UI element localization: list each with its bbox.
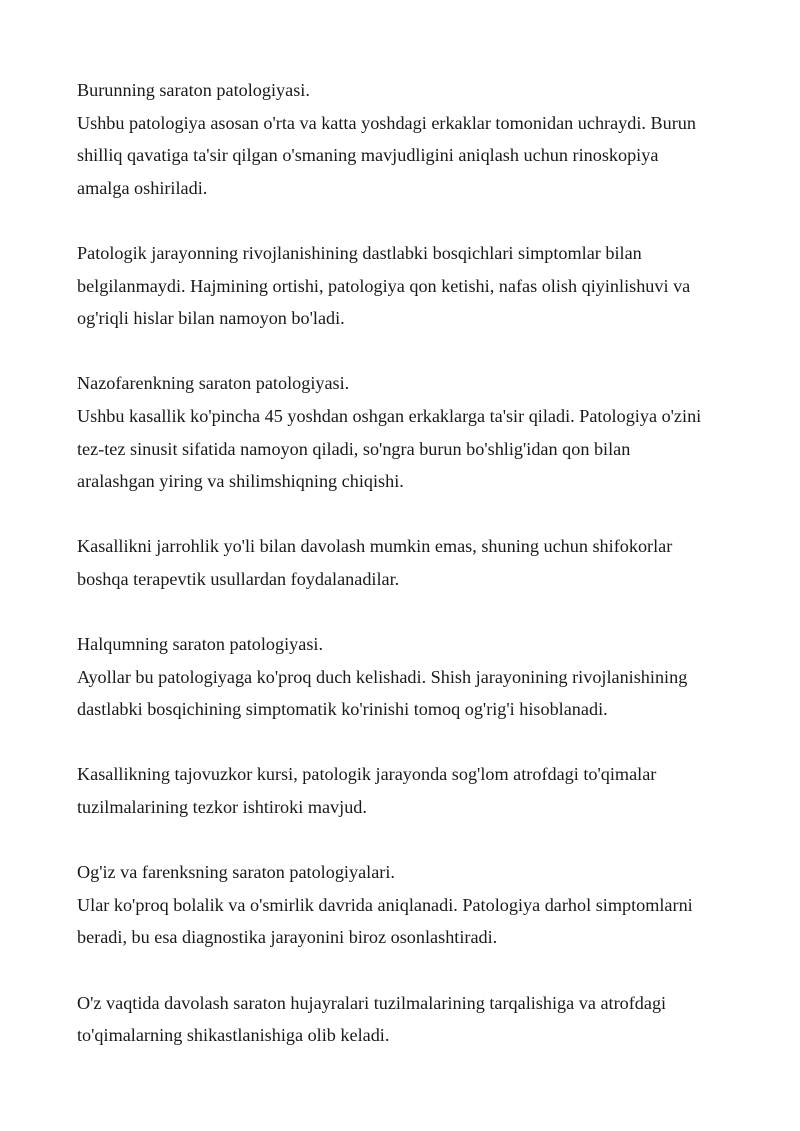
paragraph-line: Kasallikning tajovuzkor kursi, patologik jarayonda sog'lom atrofdagi to'qimalar: [77, 764, 657, 785]
paragraph-line: shilliq qavatiga ta'sir qilgan o'smaning mavjudligini aniqlash uchun rinoskopiya: [77, 145, 659, 166]
paragraph: [77, 530, 737, 595]
document-page: [77, 74, 737, 1084]
paragraph: [77, 237, 737, 335]
paragraph-line: O'z vaqtida davolash saraton hujayralari tuzilmalarining tarqalishiga va atrofdagi: [77, 992, 667, 1013]
paragraph-line: Kasallikni jarrohlik yo'li bilan davolash mumkin emas, shuning uchun shifokorlar: [77, 536, 673, 557]
paragraph-line: boshqa terapevtik usullardan foydalanadilar.: [77, 568, 400, 589]
paragraph-line: Og'iz va farenksning saraton patologiyalari.: [77, 862, 395, 883]
paragraph-line: Ular ko'proq bolalik va o'smirlik davrida aniqlanadi. Patologiya darhol simptomlarni: [77, 894, 693, 915]
paragraph-line: Burunning saraton patologiyasi.: [77, 80, 310, 100]
paragraph: [77, 74, 737, 204]
paragraph-line: Ayollar bu patologiyaga ko'proq duch kelishadi. Shish jarayonining rivojlanishining: [77, 666, 688, 687]
paragraph-line: og'riqli hislar bilan namoyon bo'ladi.: [77, 308, 345, 329]
paragraph-line: dastlabki bosqichining simptomatik ko'rinishi tomoq og'rig'i hisoblanadi.: [77, 699, 608, 720]
paragraph-line: Ushbu patologiya asosan o'rta va katta yoshdagi erkaklar tomonidan uchraydi. Burun: [77, 112, 696, 133]
paragraph-line: aralashgan yiring va shilimshiqning chiqishi.: [77, 471, 404, 492]
paragraph-line: beradi, bu esa diagnostika jarayonini biroz osonlashtiradi.: [77, 927, 498, 948]
paragraph-line: Patologik jarayonning rivojlanishining dastlabki bosqichlari simptomlar bilan: [77, 242, 642, 263]
paragraph-line: to'qimalarning shikastlanishiga olib keladi.: [77, 1025, 390, 1046]
paragraph: [77, 856, 737, 954]
paragraph-line: Ushbu kasallik ko'pincha 45 yoshdan oshgan erkaklarga ta'sir qiladi. Patologiya o'zini: [77, 405, 702, 426]
paragraph-line: belgilanmaydi. Hajmining ortishi, patologiya qon ketishi, nafas olish qiyinlishuvi va: [77, 275, 691, 296]
paragraph: [77, 987, 737, 1052]
paragraph-line: tez-tez sinusit sifatida namoyon qiladi, so'ngra burun bo'shlig'idan qon bilan: [77, 438, 631, 459]
paragraph: [77, 367, 737, 497]
paragraph: [77, 758, 737, 823]
paragraph: [77, 628, 737, 726]
paragraph-line: tuzilmalarining tezkor ishtiroki mavjud.: [77, 797, 367, 818]
paragraph-line: Halqumning saraton patologiyasi.: [77, 634, 323, 655]
paragraph-line: Nazofarenkning saraton patologiyasi.: [77, 373, 350, 394]
paragraph-line: amalga oshiriladi.: [77, 177, 208, 198]
